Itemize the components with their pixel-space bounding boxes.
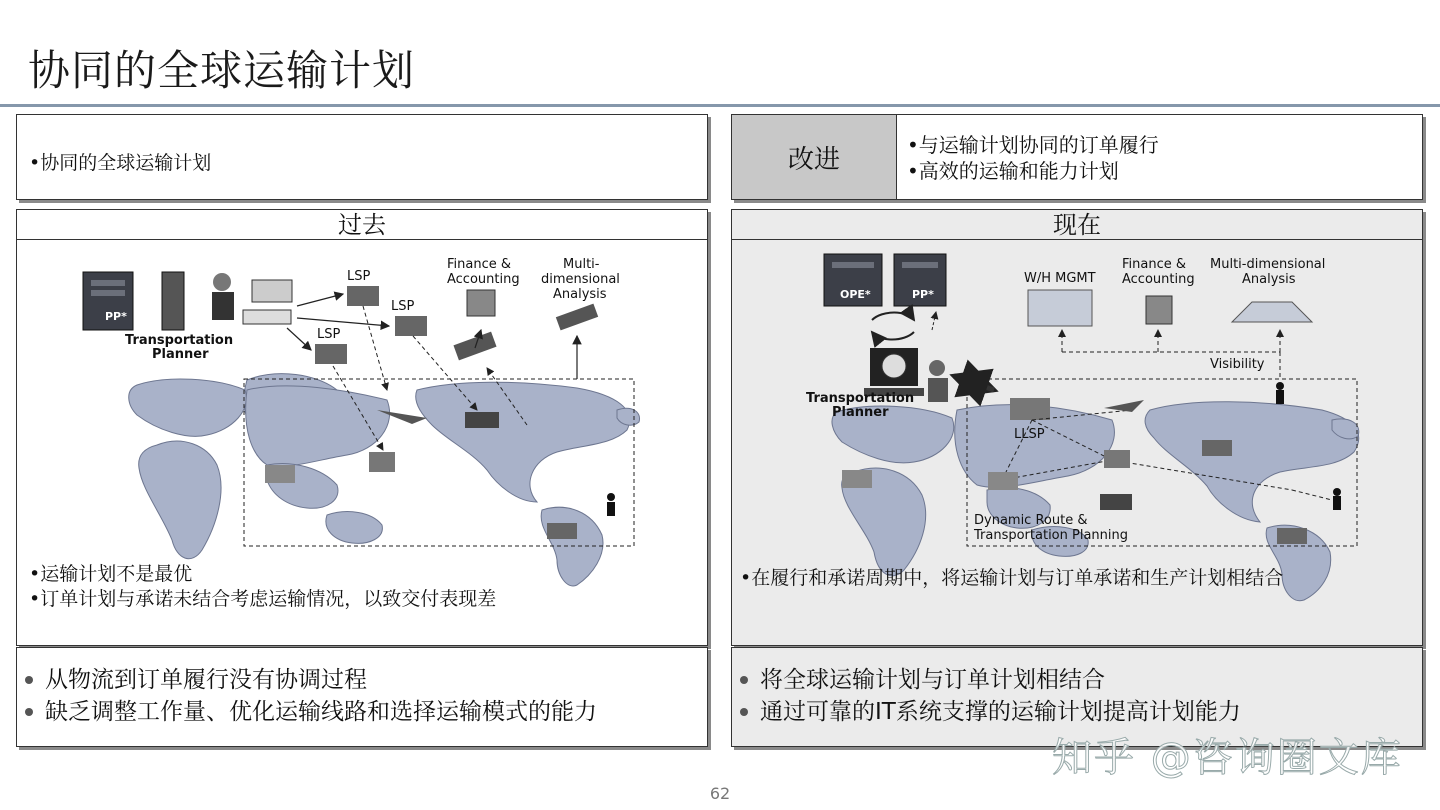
warehouse-icon (547, 523, 577, 539)
llsp-label: LLSP (1014, 427, 1045, 442)
pp-server-icon (894, 254, 946, 306)
finance-label-2: Accounting (1122, 272, 1195, 287)
improvement-tag: 改进 (732, 115, 897, 199)
truck-icon (1100, 494, 1132, 510)
improvement-box (731, 114, 1423, 200)
factory-icon (842, 470, 872, 488)
pp-server-icon (83, 272, 184, 330)
customer-icon (1276, 382, 1284, 390)
ope-server-icon (824, 254, 882, 306)
bullet-dot-icon (25, 676, 33, 684)
title-divider (0, 104, 1440, 107)
finance-label-2: Accounting (447, 272, 520, 287)
finance-label-1: Finance & (1122, 257, 1187, 272)
pp-label: PP* (105, 310, 127, 323)
past-summary-box (16, 647, 708, 747)
planner-icon (212, 273, 292, 324)
visibility-label: Visibility (1210, 357, 1265, 372)
airplane-icon (1104, 400, 1144, 412)
route-label-2: Transportation Planning (974, 528, 1129, 543)
multi-label-3: Analysis (553, 287, 607, 302)
present-heading: 现在 (732, 210, 1422, 240)
past-bullet: 缺乏调整工作量、优化运输线路和选择运输模式的能力 (25, 696, 707, 728)
improvement-line: •高效的运输和能力计划 (907, 159, 1119, 183)
past-note: •运输计划不是最优 (29, 563, 193, 585)
world-map (129, 374, 640, 586)
planner-label-2: Planner (832, 405, 889, 420)
lsp-icon (347, 286, 379, 306)
analysis-icon (1232, 302, 1312, 322)
factory-icon (265, 465, 295, 483)
lsp-label-low: LSP (317, 327, 341, 342)
improvement-line: •与运输计划协同的订单履行 (907, 133, 1159, 157)
warehouse-layout-icon (1028, 290, 1092, 326)
scope-text: •协同的全球运输计划 (29, 152, 212, 174)
planner-label-1: Transportation (125, 333, 234, 348)
bullet-dot-icon (25, 708, 33, 716)
finance-document-icon (453, 332, 496, 361)
past-note: •订单计划与承诺未结合考虑运输情况，以致交付表现差 (29, 588, 497, 610)
finance-icon (467, 290, 495, 316)
lsp-label-mid: LSP (391, 299, 415, 314)
watermark: 知乎 @咨询圈文库 (1052, 735, 1403, 781)
bullet-dot-icon (740, 676, 748, 684)
customer-icon (607, 493, 615, 501)
present-panel (731, 209, 1423, 646)
planner-label-1: Transportation (806, 391, 915, 406)
present-bullet: 将全球运输计划与订单计划相结合 (740, 664, 1422, 696)
planner-icon (929, 360, 945, 376)
multi-label-1: Multi-dimensional (1210, 257, 1326, 272)
port-icon (1104, 450, 1130, 468)
wh-label: W/H MGMT (1024, 271, 1096, 286)
warehouse-icon (1277, 528, 1307, 544)
page-title: 协同的全球运输计划 (28, 46, 416, 95)
lsp-label-top: LSP (347, 269, 371, 284)
llsp-icon (1010, 398, 1050, 420)
scope-box (16, 114, 708, 200)
pp-label: PP* (912, 288, 934, 301)
multi-label-2: dimensional (541, 272, 620, 287)
sync-arrow-icon (872, 313, 914, 321)
globe-monitor-icon (864, 348, 924, 396)
multi-label-1: Multi- (563, 257, 600, 272)
past-panel (16, 209, 708, 646)
customer-icon (1333, 488, 1341, 496)
finance-icon (1146, 296, 1172, 324)
lsp-icon (395, 316, 427, 336)
port-icon (369, 452, 395, 472)
bullet-dot-icon (740, 708, 748, 716)
route-label-1: Dynamic Route & (974, 513, 1088, 528)
finance-label-1: Finance & (447, 257, 512, 272)
present-bullet: 通过可靠的IT系统支撑的运输计划提高计划能力 (740, 696, 1422, 728)
analysis-document-icon (556, 304, 598, 331)
past-heading: 过去 (17, 210, 707, 240)
warehouse-icon (1202, 440, 1232, 456)
multi-label-2: Analysis (1242, 272, 1296, 287)
lsp-icon (315, 344, 347, 364)
present-note: •在履行和承诺周期中，将运输计划与订单承诺和生产计划相结合 (740, 567, 1284, 589)
page-number: 62 (709, 784, 731, 803)
factory-icon (988, 472, 1018, 490)
ope-label: OPE* (840, 288, 871, 301)
planner-label-2: Planner (152, 347, 209, 362)
past-bullet: 从物流到订单履行没有协调过程 (25, 664, 707, 696)
truck-icon (465, 412, 499, 428)
